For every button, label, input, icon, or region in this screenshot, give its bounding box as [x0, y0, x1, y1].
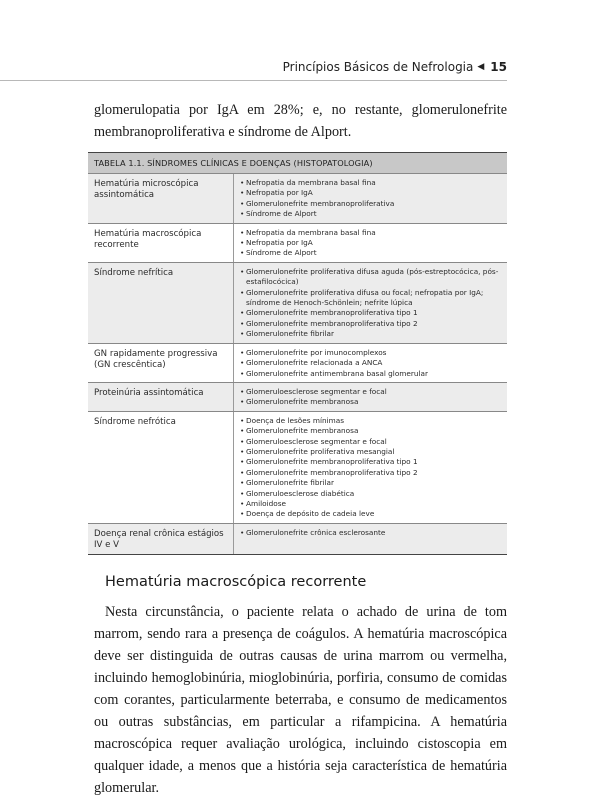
syndrome-cell: Doença renal crônica estágios IV e V — [88, 524, 234, 554]
disease-item: • Síndrome de Alport — [240, 248, 501, 258]
disease-item: • Glomerulonefrite membranosa — [240, 426, 501, 436]
syndrome-cell: Síndrome nefrítica — [88, 263, 234, 343]
header-divider — [0, 80, 507, 81]
disease-item: • Nefropatia por IgA — [240, 188, 501, 198]
syndrome-cell: Hematúria macroscópica recorrente — [88, 224, 234, 262]
disease-item: • Glomeruloesclerose diabética — [240, 489, 501, 499]
diseases-cell — [234, 412, 507, 523]
body-paragraph: Nesta circunstância, o paciente relata o achado de urina de tom marrom, sendo rara a presença de coágulos. A hematúria macroscópica deve ser distinguida de outras causas de urina marrom ou vermelha, incluindo hemoglobinúria, mioglobinúria, porfiria, consumo de comidas com corantes, particularmente beterraba, e consumo de medicamentos ou outras substâncias, em particular a rifampicina. A hematúria macroscópica requer avaliação urológica, incluindo cistoscopia em qualquer idade, a menos que a história seja característica de hematúria glomerular. — [94, 604, 507, 796]
table-row — [88, 343, 507, 382]
disease-item: • Doença de depósito de cadeia leve — [240, 509, 501, 519]
disease-item: • Glomerulonefrite proliferativa difusa aguda (pós-estreptocócica, pós-estafilocócica) — [240, 267, 501, 288]
diseases-cell — [234, 524, 507, 554]
disease-item: • Amiloidose — [240, 499, 501, 509]
syndromes-table — [88, 152, 507, 555]
diseases-cell — [234, 174, 507, 223]
disease-item: • Doença de lesões mínimas — [240, 416, 501, 426]
disease-item: • Glomerulonefrite membranoproliferativa tipo 1 — [240, 457, 501, 467]
syndrome-cell: Proteinúria assintomática — [88, 383, 234, 411]
page-number: 15 — [490, 60, 507, 74]
disease-item: • Glomerulonefrite proliferativa mesangial — [240, 447, 501, 457]
intro-paragraph: glomerulopatia por IgA em 28%; e, no restante, glomerulonefrite membranoproliferativa e síndrome de Alport. — [94, 102, 507, 140]
section-heading: Hematúria macroscópica recorrente — [105, 574, 367, 590]
syndrome-cell: Síndrome nefrótica — [88, 412, 234, 523]
disease-item: • Glomerulonefrite antimembrana basal glomerular — [240, 369, 501, 379]
disease-item: • Nefropatia da membrana basal fina — [240, 178, 501, 188]
diseases-cell — [234, 263, 507, 343]
disease-item: • Glomerulonefrite fibrilar — [240, 478, 501, 488]
table-row — [88, 223, 507, 262]
syndrome-cell: Hematúria microscópica assintomática — [88, 174, 234, 223]
disease-item: • Glomerulonefrite membranosa — [240, 397, 501, 407]
disease-item: • Glomerulonefrite relacionada a ANCA — [240, 358, 501, 368]
table-row — [88, 173, 507, 223]
disease-item: • Glomerulonefrite proliferativa difusa ou focal; nefropatia por IgA; síndrome de Henoch-Schönlein; nefrite lúpica — [240, 288, 501, 309]
table-caption: TABELA 1.1. SÍNDROMES CLÍNICAS E DOENÇAS (HISTOPATOLOGIA) — [88, 153, 507, 173]
diseases-cell — [234, 344, 507, 382]
disease-item: • Síndrome de Alport — [240, 209, 501, 219]
triangle-left-icon: ◀ — [477, 62, 485, 72]
disease-item: • Nefropatia da membrana basal fina — [240, 228, 501, 238]
disease-item: • Glomerulonefrite membranoproliferativa tipo 1 — [240, 308, 501, 318]
disease-item: • Glomeruloesclerose segmentar e focal — [240, 387, 501, 397]
disease-item: • Glomerulonefrite fibrilar — [240, 329, 501, 339]
disease-item: • Glomerulonefrite crônica esclerosante — [240, 528, 501, 538]
diseases-cell — [234, 383, 507, 411]
disease-item: • Glomeruloesclerose segmentar e focal — [240, 437, 501, 447]
running-title: Princípios Básicos de Nefrologia — [282, 60, 474, 74]
table-row — [88, 523, 507, 554]
table-body — [88, 173, 507, 554]
disease-item: • Glomerulonefrite membranoproliferativa tipo 2 — [240, 319, 501, 329]
syndrome-cell: GN rapidamente progressiva (GN crescêntica) — [88, 344, 234, 382]
disease-item: • Glomerulonefrite membranoproliferativa — [240, 199, 501, 209]
disease-item: • Glomerulonefrite membranoproliferativa tipo 2 — [240, 468, 501, 478]
diseases-cell — [234, 224, 507, 262]
table-row — [88, 382, 507, 411]
table-row — [88, 262, 507, 343]
disease-item: • Glomerulonefrite por imunocomplexos — [240, 348, 501, 358]
running-header — [283, 60, 507, 74]
disease-item: • Nefropatia por IgA — [240, 238, 501, 248]
table-row — [88, 411, 507, 523]
